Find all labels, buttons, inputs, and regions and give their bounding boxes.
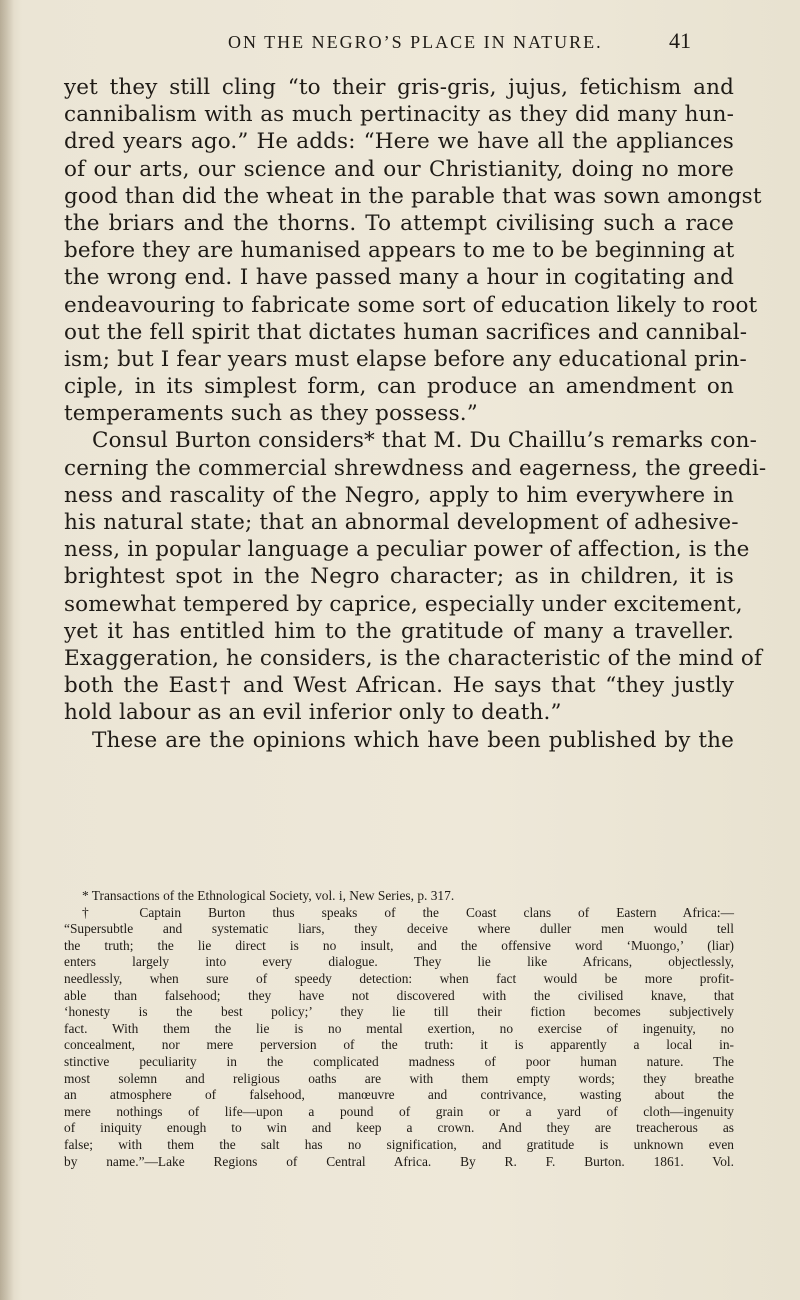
footnote-line: needlessly, when sure of speedy detection: when fact would be more profit- — [64, 970, 734, 986]
footnote-line: fact. With them the lie is no mental exertion, no exercise of ingenuity, no — [64, 1020, 734, 1036]
body-line: both the East† and West African. He says that “they justly — [64, 673, 734, 699]
body-line: good than did the wheat in the parable that was sown amongst — [64, 183, 762, 209]
footnote-line: the truth; the lie direct is no insult, and the offensive word ‘Muongo,’ (liar) — [64, 937, 734, 953]
body-line: These are the opinions which have been published by the — [92, 727, 734, 753]
body-line: endeavouring to fabricate some sort of education likely to root — [64, 292, 758, 318]
body-line: Exaggeration, he considers, is the characteristic of the mind of — [64, 645, 763, 671]
body-line: ness, in popular language a peculiar power of affection, is the — [64, 537, 750, 563]
body-line: ciple, in its simplest form, can produce an amendment on — [64, 374, 734, 400]
body-line: cerning the commercial shrewdness and eagerness, the greedi- — [64, 455, 767, 481]
footnote-line: by name.”—Lake Regions of Central Africa. By R. F. Burton. 1861. Vol. — [64, 1153, 734, 1169]
footnote-line: of iniquity enough to win and keep a crown. And they are treacherous as — [64, 1120, 734, 1136]
body-line: temperaments such as they possess.” — [64, 401, 478, 427]
body-line: yet it has entitled him to the gratitude of many a traveller. — [64, 618, 734, 644]
footnote-line: false; with them the salt has no signification, and gratitude is unknown even — [64, 1136, 734, 1152]
footnote-line: an atmosphere of falsehood, manœuvre and contrivance, wasting about the — [64, 1087, 734, 1103]
body-line: his natural state; that an abnormal development of adhesive- — [64, 510, 739, 535]
body-line: brightest spot in the Negro character; as in children, it is — [64, 564, 734, 590]
page-number: 41 — [669, 28, 691, 53]
footnote-line: * Transactions of the Ethnological Society, vol. i, New Series, p. 317. — [82, 888, 455, 903]
footnote-line: † Captain Burton thus speaks of the Coast clans of Eastern Africa:— — [82, 904, 734, 920]
body-line: cannibalism with as much pertinacity as they did many hun- — [64, 102, 734, 128]
body-text — [64, 74, 767, 754]
body-line: before they are humanised appears to me to be beginning at — [64, 238, 735, 264]
footnote-line: enters largely into every dialogue. They lie like Africans, objectlessly, — [64, 954, 734, 970]
body-line: out the fell spirit that dictates human sacrifices and cannibal- — [64, 319, 748, 345]
spine-shadow — [0, 0, 14, 1300]
body-line: dred years ago.” He adds: “Here we have all the appliances — [64, 129, 734, 155]
footnote-line: able than falsehood; they have not discovered with the civilised knave, that — [64, 987, 734, 1003]
footnote-line: ‘honesty is the best policy;’ they lie till their fiction becomes subjectively — [64, 1004, 734, 1020]
footnote-line: concealment, nor mere perversion of the truth: it is apparently a local in- — [64, 1037, 734, 1053]
body-line: the wrong end. I have passed many a hour in cogitating and — [64, 265, 734, 291]
footnote-line: stinctive peculiarity in the complicated madness of poor human nature. The — [64, 1053, 734, 1069]
running-head — [0, 28, 800, 58]
running-title: ON THE NEGRO’S PLACE IN NATURE. — [228, 32, 603, 52]
body-line: Consul Burton considers* that M. Du Chaillu’s remarks con- — [92, 428, 757, 454]
body-line: ness and rascality of the Negro, apply to him everywhere in — [64, 482, 734, 508]
body-line: of our arts, our science and our Christianity, doing no more — [64, 156, 734, 182]
footnote-line: most solemn and religious oaths are with them empty words; they breathe — [64, 1070, 734, 1086]
footnote-line: mere nothings of life—upon a pound of grain or a yard of cloth—ingenuity — [64, 1103, 734, 1119]
body-line: hold labour as an evil inferior only to death.” — [64, 700, 562, 726]
body-line: somewhat tempered by caprice, especially under excitement, — [64, 591, 743, 617]
footnote-line: “Supersubtle and systematic liars, they deceive where duller men would tell — [64, 921, 734, 937]
body-line: ism; but I fear years must elapse before any educational prin- — [64, 346, 747, 372]
body-line: the briars and the thorns. To attempt civilising such a race — [64, 210, 734, 236]
footnotes — [64, 888, 734, 1170]
body-line: yet they still cling “to their gris-gris, jujus, fetichism and — [64, 75, 734, 100]
